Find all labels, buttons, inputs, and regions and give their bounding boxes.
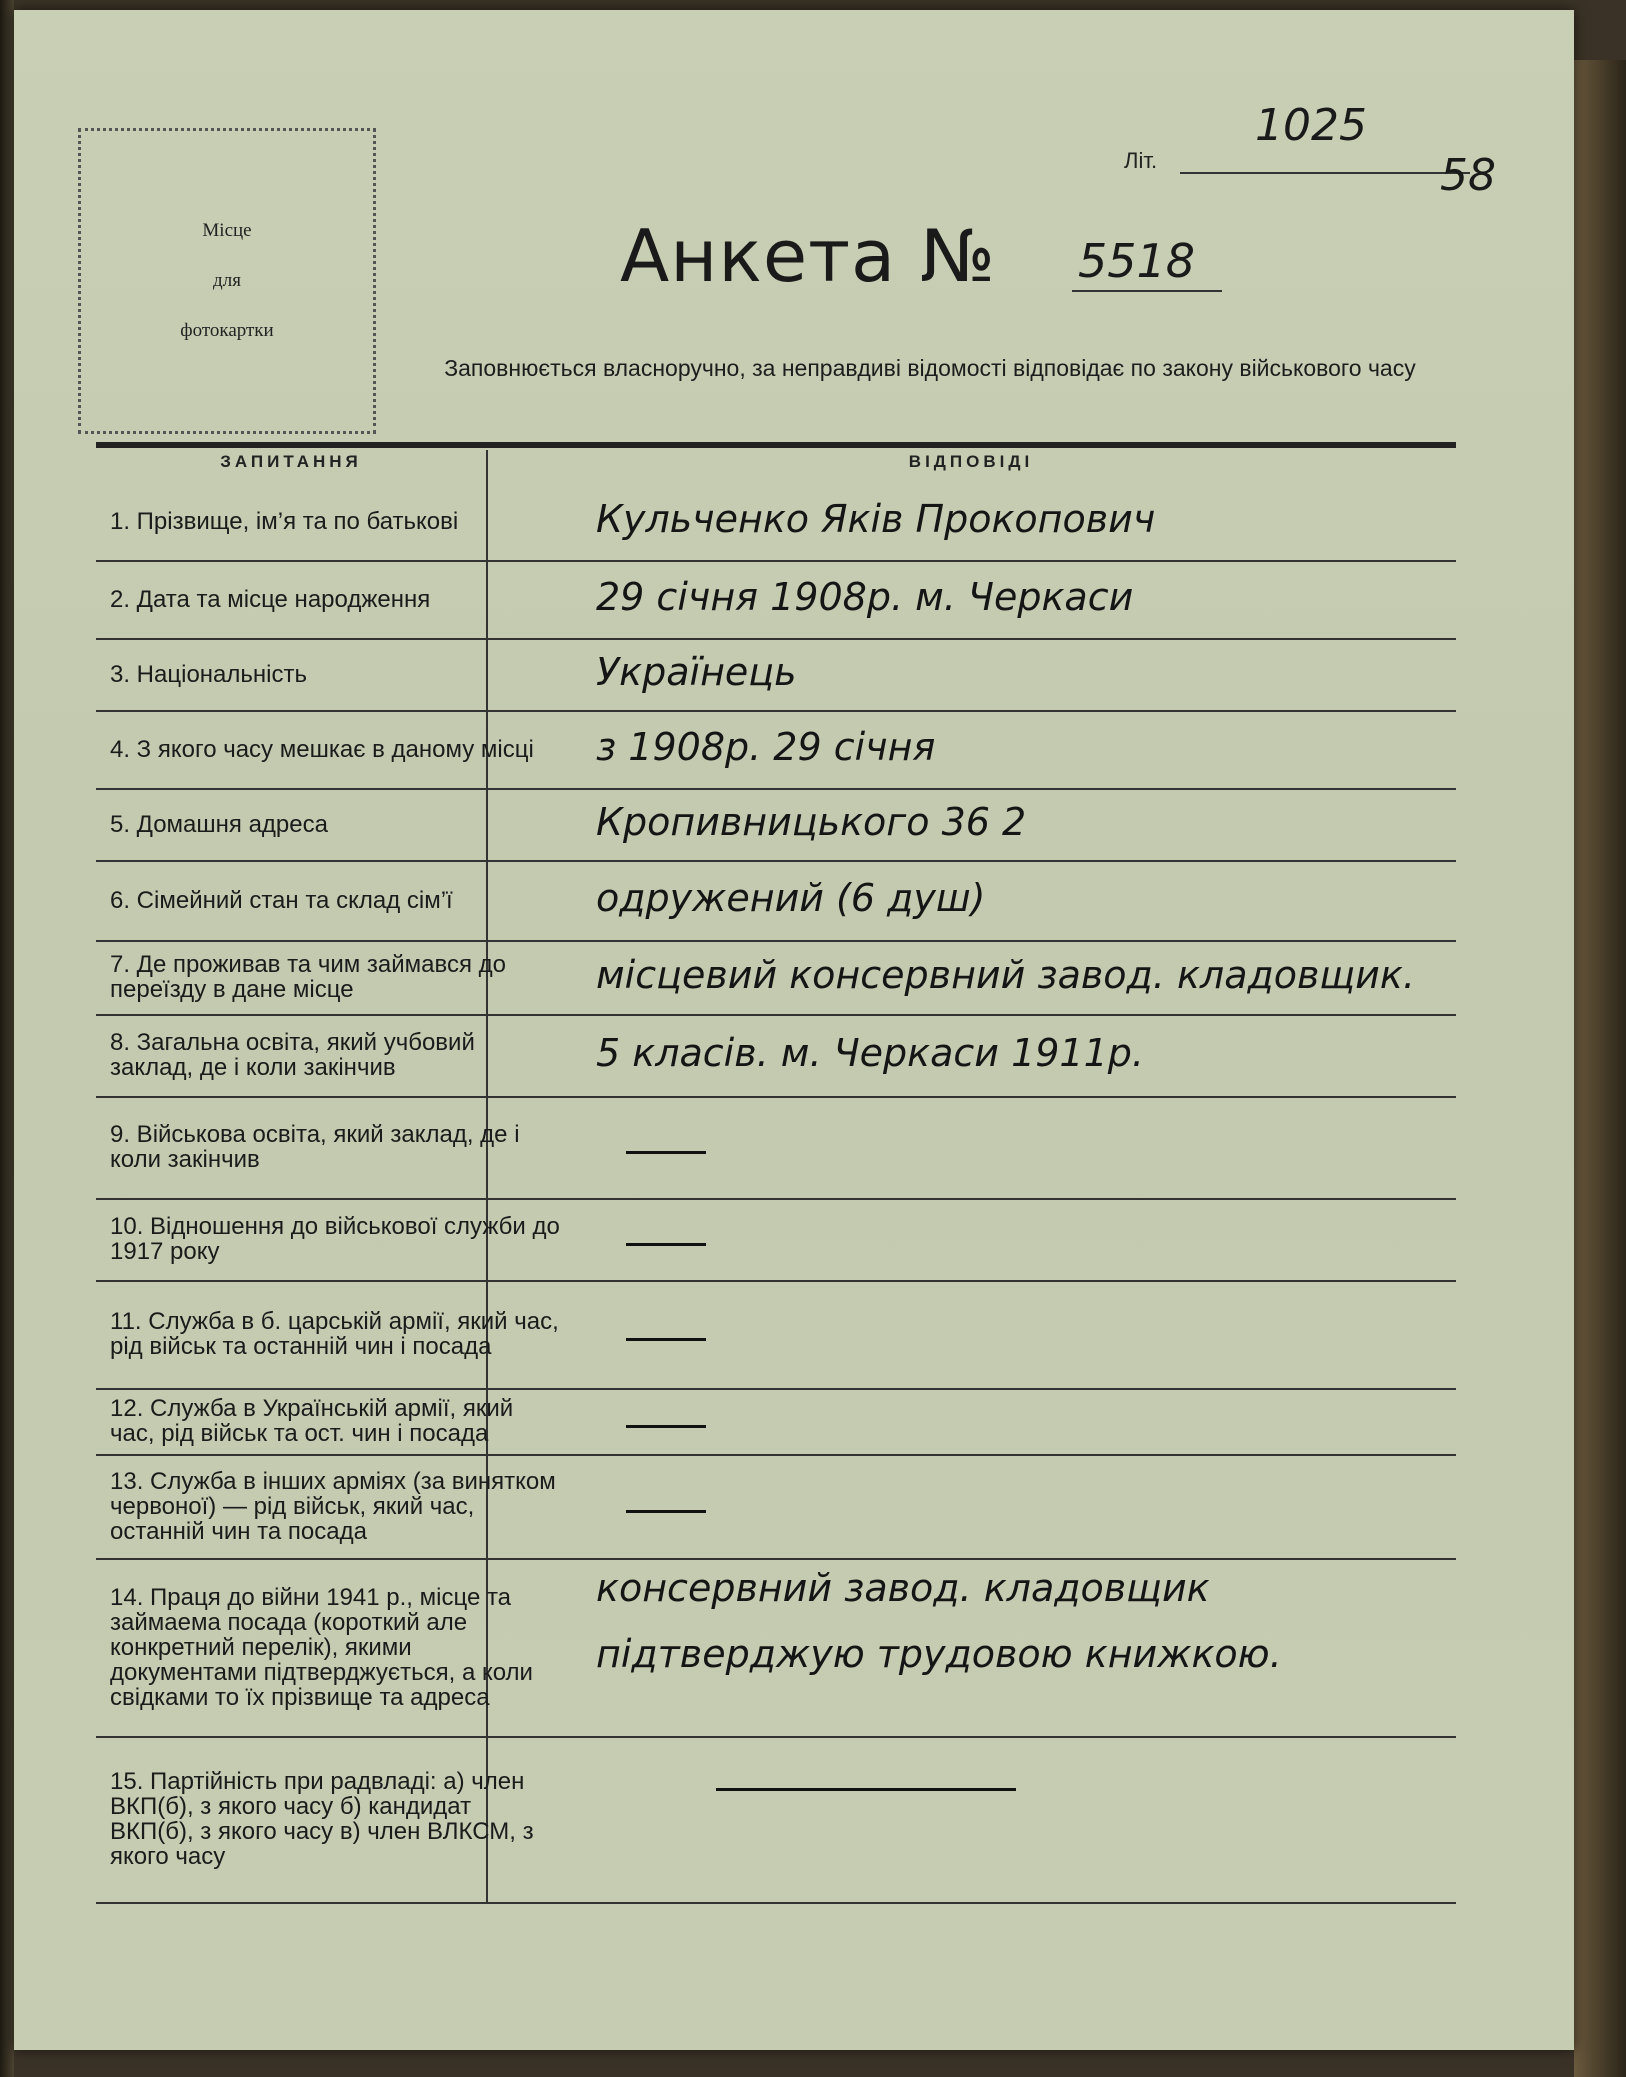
table-row [96,638,1456,712]
form-number-underline [1072,290,1222,292]
form-number: 5518 [1078,234,1196,288]
photo-label-line-2: для [213,270,241,291]
answer-text: одружений (6 душ) [596,876,986,920]
question-text: 2. Дата та місце народження [110,585,431,613]
table-row [96,1736,1456,1902]
lit-label: Літ. [1124,148,1158,173]
lit-underline [1180,172,1470,174]
answer-text: місцевий консервний завод. кладовщик. [596,953,1415,997]
question-text: 15. Партійність при радвладі: а) член ВКП(б), з якого часу б) кандидат ВКП(б), з якого часу в) член ВЛКСМ, з якого часу [110,1768,534,1870]
table-row [96,1388,1456,1456]
answer-dash [626,1425,706,1428]
answer-text: Українець [596,650,797,694]
table-row [96,1558,1456,1738]
lit-number: 1025 [1255,100,1367,151]
answer-text-line-2: підтверджую трудовою книжкою. [596,1632,1282,1676]
form-title: Анкета № [620,214,996,298]
answer-text: з 1908р. 29 січня [596,725,936,769]
answer-dash [626,1243,706,1246]
table-row [96,1454,1456,1560]
question-text: 4. З якого часу мешкає в даному місці [110,735,534,763]
question-text: 10. Відношення до військової служби до 1917 року [110,1213,560,1265]
table-row [96,940,1456,1016]
answer-text: консервний завод. кладовщик [596,1566,1210,1610]
table-row [96,788,1456,862]
question-text: 13. Служба в інших арміях (за винятком червоної) — рід військ, який час, останній чин та посада [110,1467,556,1545]
table-row [96,710,1456,790]
question-text: 1. Прізвище, ім’я та по батькові [110,507,459,535]
table-row [96,1198,1456,1282]
question-text: 7. Де проживав та чим займався до переїзду в дане місце [110,951,506,1003]
table-row [96,482,1456,562]
question-text: 14. Праця до війни 1941 р., місце та займаема посада (короткий але конкретний перелік), якими документами підтверджується, а коли свідками то їх прізвище та адреса [110,1583,533,1711]
form-subtitle: Заповнюється власноручно, за неправдиві відомості відповідає по закону військового часу [444,355,1416,381]
answer-text: Кропивницького 36 2 [596,800,1027,844]
answer-dash [626,1151,706,1154]
question-text: 6. Сімейний стан та склад сім’ї [110,886,453,914]
question-text: 12. Служба в Українській армії, який час, рід військ та ост. чин і посада [110,1395,514,1447]
table-top-rule [96,442,1456,448]
answers-header: ВІДПОВІДІ [908,452,1034,471]
photo-label-line-3: фотокартки [180,320,274,341]
question-text: 5. Домашня адреса [110,810,328,838]
answer-text: Кульченко Яків Прокопович [596,497,1156,541]
table-row [96,1096,1456,1200]
table-row [96,560,1456,640]
question-text: 8. Загальна освіта, який учбовий заклад, де і коли закінчив [110,1029,475,1081]
photo-label-line-1: Місце [202,220,252,241]
table-row [96,1280,1456,1390]
photo-placeholder [78,128,376,434]
answer-dash [626,1510,706,1513]
answer-dash [626,1338,706,1341]
question-text: 3. Національність [110,660,307,688]
answer-dash [716,1788,1016,1791]
questions-header: ЗАПИТАННЯ [220,452,362,471]
lit-sheet-number: 58 [1440,150,1496,201]
book-binding-left [0,0,14,2077]
question-text: 9. Військова освіта, який заклад, де і коли закінчив [110,1121,520,1173]
question-text: 11. Служба в б. царській армії, який час, рід військ та останній чин і посада [110,1308,559,1360]
table-row [96,1014,1456,1098]
book-edge-right [1574,60,1626,2077]
answer-text: 29 січня 1908р. м. Черкаси [596,575,1134,619]
table-row [96,860,1456,942]
answer-text: 5 класів. м. Черкаси 1911р. [596,1031,1144,1075]
